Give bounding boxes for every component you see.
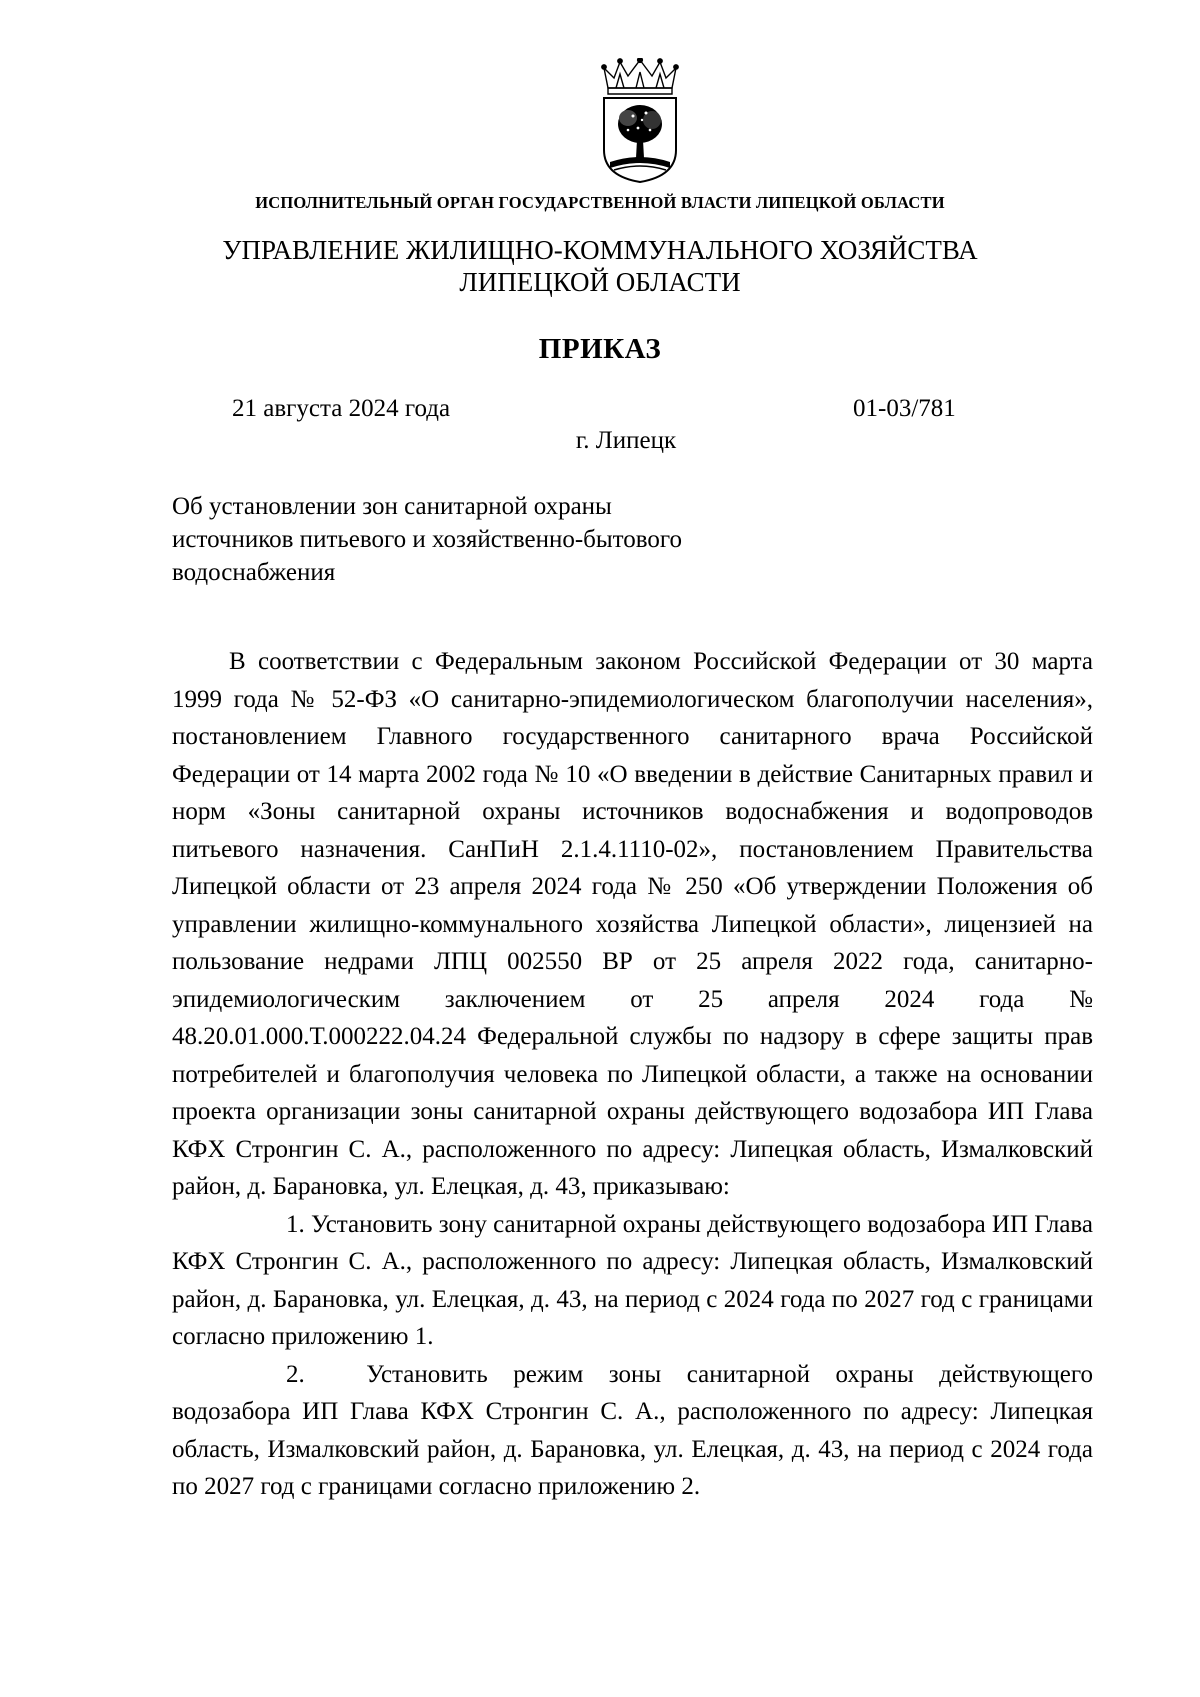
order-number: 01-03/781 [853, 395, 956, 422]
preamble-paragraph: В соответствии с Федеральным законом Российской Федерации от 30 марта 1999 года № 52-ФЗ «О санитарно-эпидемиологическом благополучии населения», постановлением Главного государственного санитарного врача Российской Федерации от 14 марта 2002 года № 10 «О введении в действие Санитарных правил и норм «Зоны санитарной охраны источников водоснабжения и водопроводов питьевого назначения. СанПиН 2.1.4.1110-02», постановлением Правительства Липецкой области от 23 апреля 2024 года № 250 «Об утверждении Положения об управлении жилищно-коммунального хозяйства Липецкой области», лицензией на пользование недрами ЛПЦ 002550 ВР от 25 апреля 2022 года, санитарно-эпидемиологическим заключением от 25 апреля 2024 года № 48.20.01.000.Т.000222.04.24 Федеральной службы по надзору в сфере защиты прав потребителей и благополучия человека по Липецкой области, а также на основании проекта организации зоны санитарной охраны действующего водозабора ИП Глава КФХ Стронгин С. А., расположенного по адресу: Липецкая область, Измалковский район, д. Барановка, ул. Елецкая, д. 43, приказываю: [172, 648, 1093, 1200]
department-line: УПРАВЛЕНИЕ ЖИЛИЩНО-КОММУНАЛЬНОГО ХОЗЯЙСТВА [222, 235, 978, 265]
item-number: 2. [286, 1360, 305, 1388]
order-subject [172, 490, 792, 589]
order-date: 21 августа 2024 года [232, 395, 451, 422]
document-title: ПРИКАЗ [538, 333, 662, 365]
department-name [0, 234, 1200, 298]
subject-line: Об установлении зон санитарной охраны [172, 493, 612, 520]
order-city: г. Липецк [575, 427, 677, 454]
order-body [172, 643, 1093, 1506]
item-number: 1. [286, 1210, 305, 1238]
item-text: Установить режим зоны санитарной охраны действующего водозабора ИП Глава КФХ Стронгин С. А., расположенного по адресу: Липецкая область, Измалковский район, д. Барановка, ул. Елецкая, д. 43, на период с 2024 года по 2027 год с границами согласно приложению 2. [172, 1360, 1094, 1500]
subject-line: источников питьевого и хозяйственно-бытового [172, 526, 683, 553]
item-text: Установить зону санитарной охраны действующего водозабора ИП Глава КФХ Стронгин С. А., расположенного по адресу: Липецкая область, Измалковский район, д. Барановка, ул. Елецкая, д. 43, на период с 2024 года по 2027 год с границами согласно приложению 1. [172, 1210, 1094, 1350]
subject-line: водоснабжения [172, 559, 336, 586]
coat-of-arms-icon [598, 58, 682, 184]
order-item [172, 1356, 1093, 1506]
authority-name: ИСПОЛНИТЕЛЬНЫЙ ОРГАН ГОСУДАРСТВЕННОЙ ВЛАСТИ ЛИПЕЦКОЙ ОБЛАСТИ [255, 193, 945, 212]
order-item [172, 1206, 1093, 1356]
department-line: ЛИПЕЦКОЙ ОБЛАСТИ [459, 267, 741, 297]
